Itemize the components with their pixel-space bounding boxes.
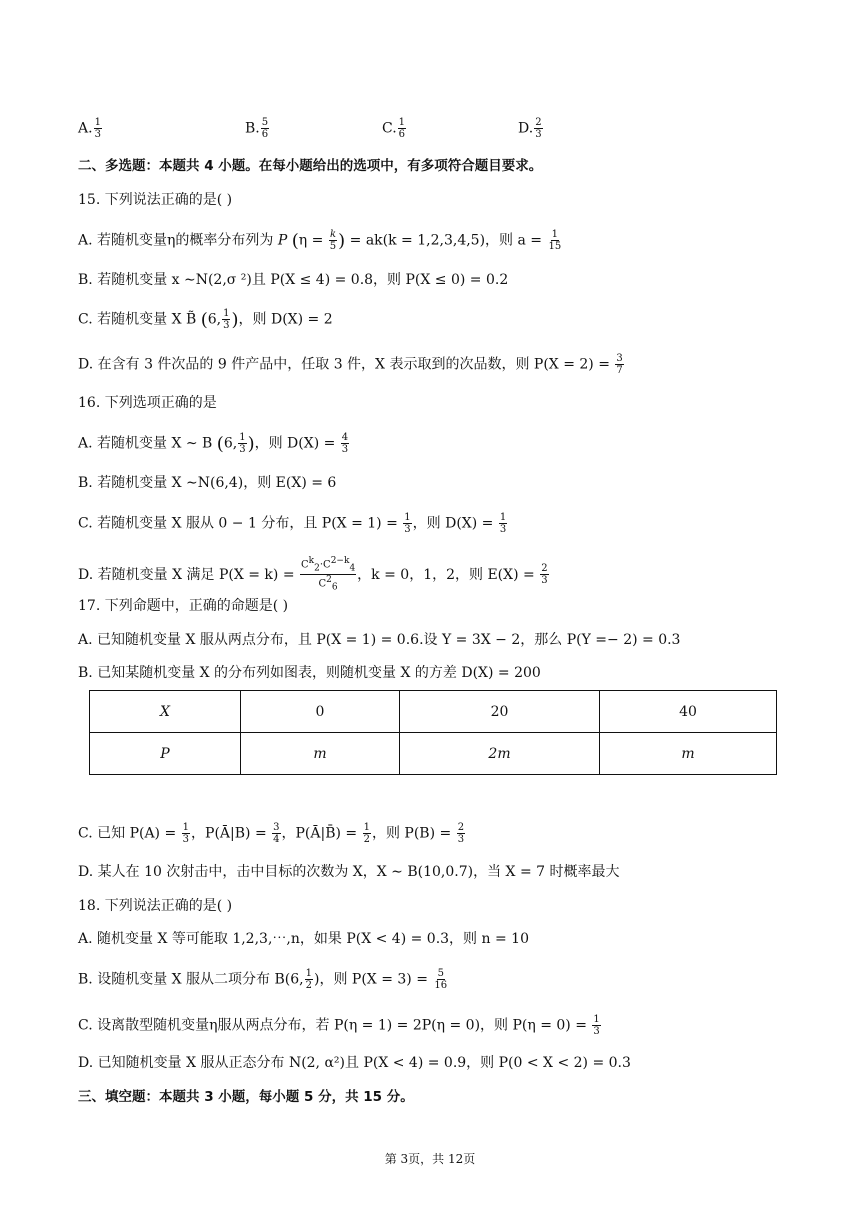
q16-stem: 16. 下列选项正确的是: [78, 395, 217, 411]
q17-option-c: C. 已知 P(A) = $\frac{1}{3}$ ，P(Ā|B) = $\frac{3}{4}$ ，P(Ā|B̄) = $\frac{1}{2}$ ，则 P(B) = $\frac{2}{3}$: [78, 822, 465, 845]
q18-option-a: A. 随机变量 X 等可能取 1,2,3,⋯,n，如果 P(X < 4) = 0.3，则 n = 10: [78, 931, 529, 947]
option-b: B. $\frac{5}{6}$: [245, 117, 269, 140]
table-cell: X: [90, 691, 241, 733]
option-c: C. $\frac{1}{6}$: [382, 117, 406, 140]
table-row: [90, 733, 777, 775]
table-cell: 40: [600, 691, 777, 733]
table-cell: P: [90, 733, 241, 775]
q18-option-d: D. 已知随机变量 X 服从正态分布 N(2, α²)且 P(X < 4) = 0.9，则 P(0 < X < 2) = 0.3: [78, 1055, 631, 1071]
table-cell: m: [600, 733, 777, 775]
q17-option-b: B. 已知某随机变量 X 的分布列如图表，则随机变量 X 的方差 D(X) = 200: [78, 665, 541, 681]
table-row: [90, 691, 777, 733]
option-a: A. $\frac{1}{3}$: [78, 117, 101, 140]
option-d: D. $\frac{2}{3}$: [518, 117, 542, 140]
distribution-table: [89, 690, 777, 775]
q15-option-b: B. 若随机变量 x ∼N(2,σ ²)且 P(X ≤ 4) = 0.8，则 P(X ≤ 0) = 0.2: [78, 272, 509, 288]
q16-option-c: C. 若随机变量 X 服从 0 − 1 分布，且 P(X = 1) = $\frac{1}{3}$ ，则 D(X) = $\frac{1}{3}$: [78, 512, 507, 535]
q18-stem: 18. 下列说法正确的是( ): [78, 898, 233, 914]
q17-option-d: D. 某人在 10 次射击中，击中目标的次数为 X，X ∼ B(10,0.7)，当 X = 7 时概率最大: [78, 864, 620, 880]
table-cell: 0: [241, 691, 400, 733]
q15-option-a: A. 若随机变量η的概率分布列为 P (η = $\frac{k}{5}$ ) = ak(k = 1,2,3,4,5)，则 a = $\frac{1}{15}$: [78, 229, 562, 252]
q17-stem: 17. 下列命题中，正确的命题是( ): [78, 598, 289, 614]
q16-option-b: B. 若随机变量 X ∼N(6,4)，则 E(X) = 6: [78, 475, 337, 491]
q17-option-a: A. 已知随机变量 X 服从两点分布，且 P(X = 1) = 0.6.设 Y = 3X − 2，那么 P(Y =− 2) = 0.3: [78, 632, 681, 648]
q18-option-b: B. 设随机变量 X 服从二项分布 B(6, $\frac{1}{2}$ )，则 P(X = 3) = $\frac{5}{16}$: [78, 968, 448, 991]
q16-option-d: D. 若随机变量 X 满足 P(X = k) = $\frac{C^k_2\cdot C^{2-k}_4}{C^2_6}$ ，k = 0，1，2，则 E(X) = $\frac{2}{3}$: [78, 556, 548, 593]
q16-option-a: A. 若随机变量 X ∼ B (6, $\frac{1}{3}$ )，则 D(X) = $\frac{4}{3}$: [78, 432, 349, 455]
q15-option-d: D. 在含有 3 件次品的 9 件产品中，任取 3 件，X 表示取到的次品数，则 P(X = 2) = $\frac{3}{7}$: [78, 353, 623, 376]
section2-heading: 二、多选题：本题共 4 小题。在每小题给出的选项中，有多项符合题目要求。: [78, 158, 543, 174]
q18-option-c: C. 设离散型随机变量η服从两点分布，若 P(η = 1) = 2P(η = 0)，则 P(η = 0) = $\frac{1}{3}$: [78, 1014, 600, 1037]
table-cell: 2m: [400, 733, 600, 775]
q15-stem: 15. 下列说法正确的是( ): [78, 192, 233, 208]
q15-option-c: C. 若随机变量 X B̃ (6, $\frac{1}{3}$ )，则 D(X) = 2: [78, 308, 333, 331]
table-cell: m: [241, 733, 400, 775]
page-footer: 第 3页，共 12页: [384, 1152, 476, 1166]
section3-heading: 三、填空题：本题共 3 小题，每小题 5 分，共 15 分。: [78, 1089, 414, 1105]
table-cell: 20: [400, 691, 600, 733]
